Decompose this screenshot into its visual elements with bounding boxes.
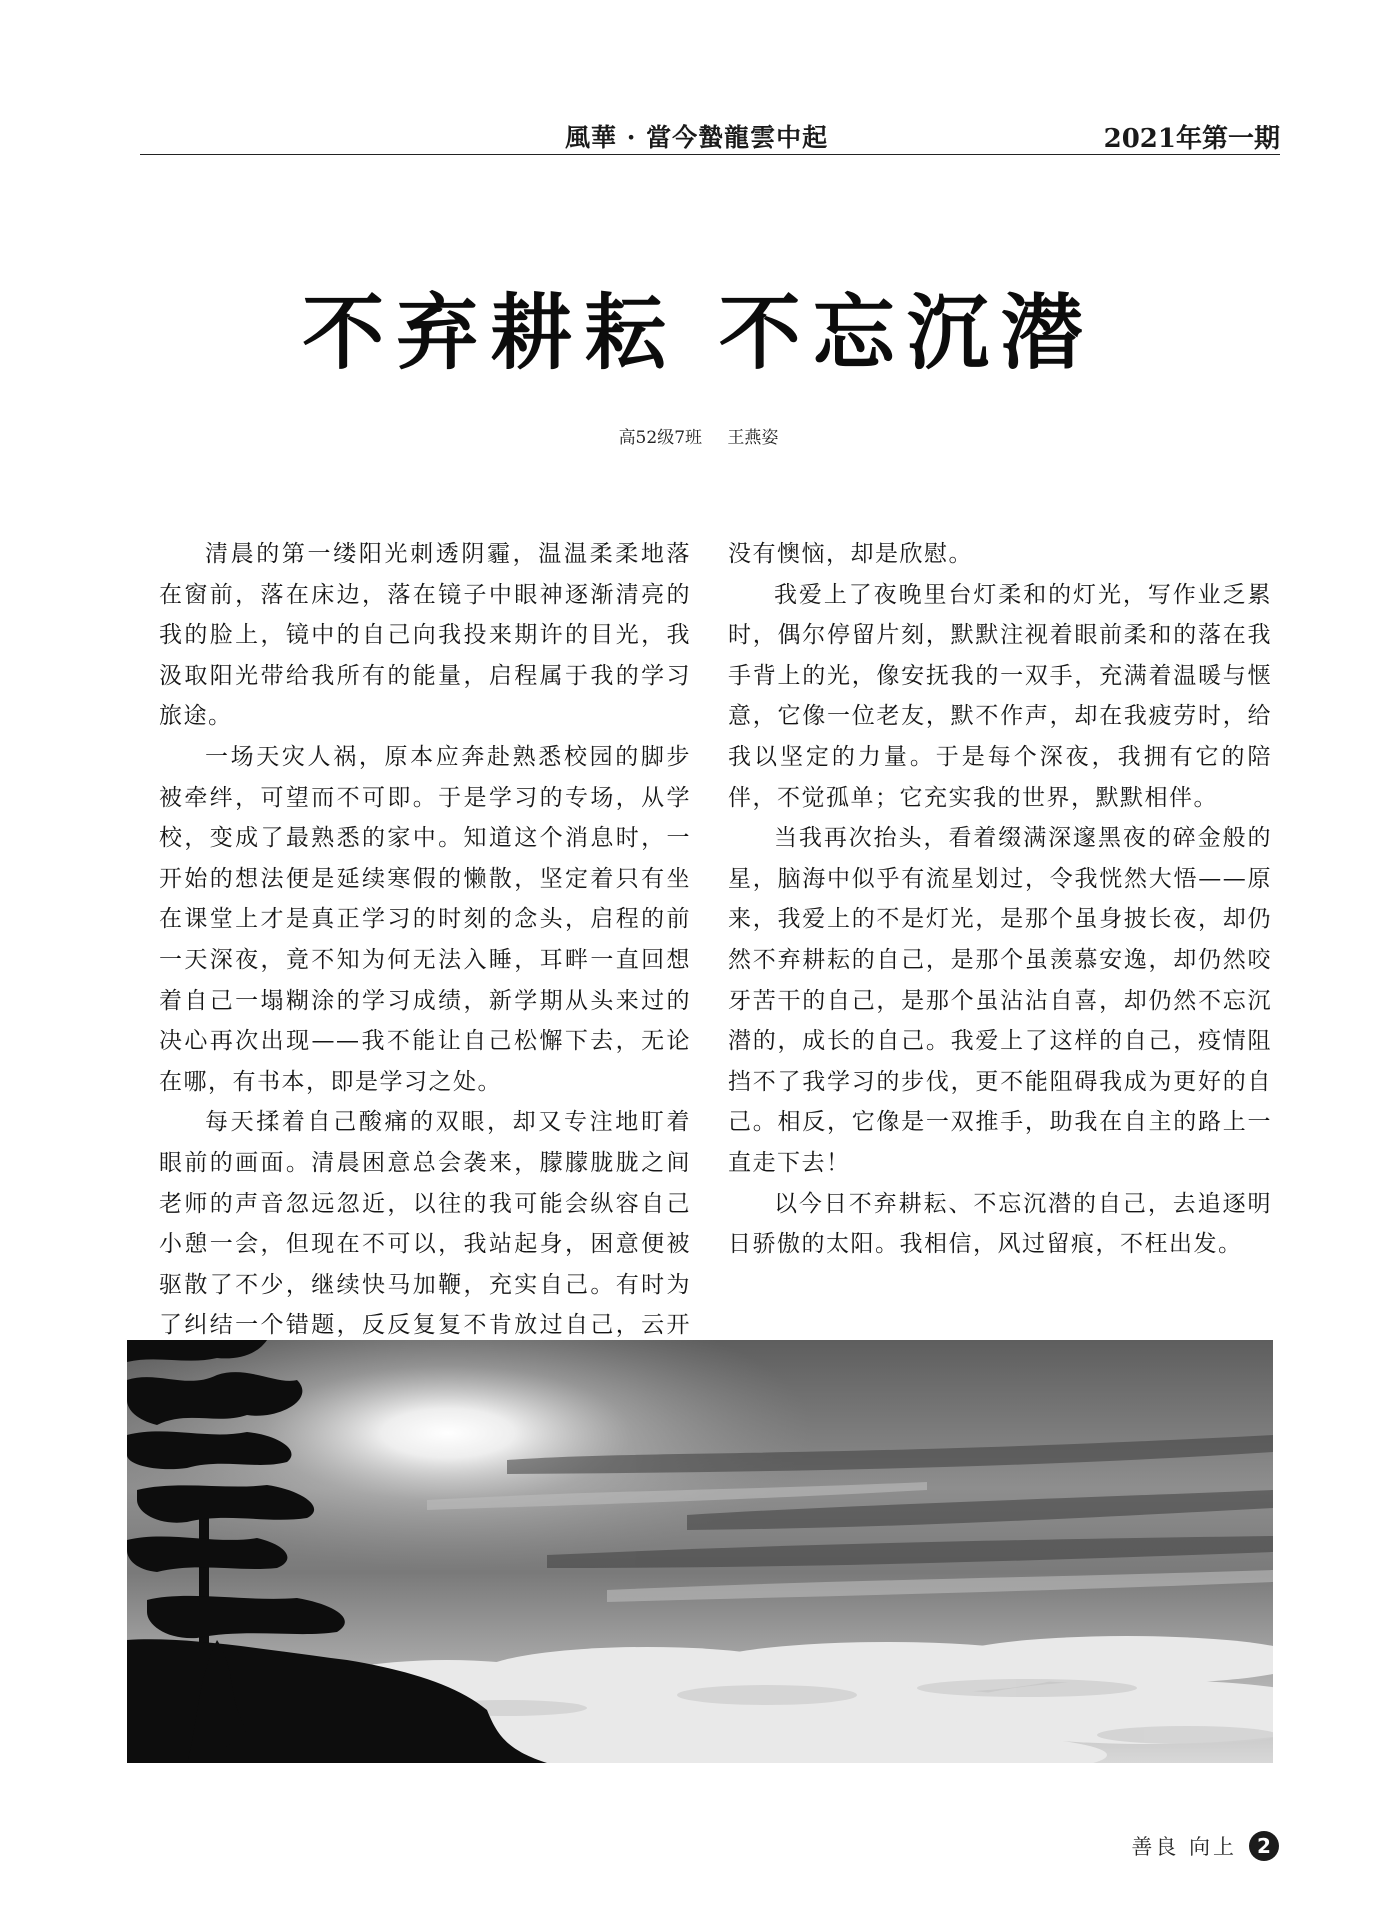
- byline-author: 王燕姿: [727, 428, 779, 448]
- left-column: [159, 534, 691, 1386]
- right-column: [728, 534, 1272, 1265]
- header-issue-number: 2021年第一期: [1103, 124, 1280, 154]
- byline: [0, 423, 1397, 448]
- paragraph: 一场天灾人祸，原本应奔赴熟悉校园的脚步被牵绊，可望而不可即。于是学习的专场，从学校，变成了最熟悉的家中。知道这个消息时，一开始的想法便是延续寒假的懒散，坚定着只有坐在课堂上才是真正学习的时刻的念头，启程的前一天深夜，竟不知为何无法入睡，耳畔一直回想着自己一塌糊涂的学习成绩，新学期从头来过的决心再次出现——我不能让自己松懈下去，无论在哪，有书本，即是学习之处。: [159, 743, 691, 1095]
- paragraph: 我爱上了夜晚里台灯柔和的灯光，写作业乏累时，偶尔停留片刻，默默注视着眼前柔和的落在我手背上的光，像安抚我的一双手，充满着温暖与惬意，它像一位老友，默不作声，却在我疲劳时，给我以坚定的力量。于是每个深夜，我拥有它的陪伴，不觉孤单；它充实我的世界，默默相伴。: [728, 581, 1272, 811]
- page-footer: [1131, 1829, 1279, 1863]
- sunrise-sea-of-clouds-photo: [127, 1340, 1273, 1763]
- paragraph: 每天揉着自己酸痛的双眼，却又专注地盯着眼前的画面。清晨困意总会袭来，朦朦胧胧之间老师的声音忽远忽近，以往的我可能会纵容自己小憩一会，但现在不可以，我站起身，困意便被驱散了不少，继续快马加鞭，充实自己。有时为了纠结一个错题，反反复复不肯放过自己，云开: [159, 1109, 691, 1339]
- paragraph-continuation: 没有懊恼，却是欣慰。: [728, 541, 973, 567]
- paragraph: 清晨的第一缕阳光刺透阴霾，温温柔柔地落在窗前，落在床边，落在镜子中眼神逐渐清亮的我的脸上，镜中的自己向我投来期许的目光，我汲取阳光带给我所有的能量，启程属于我的学习旅途。: [159, 541, 691, 730]
- paragraph: 以今日不弃耕耘、不忘沉潜的自己，去追逐明日骄傲的太阳。我相信，风过留痕，不枉出发。: [728, 1190, 1272, 1258]
- footer-slogan: 善良 向上: [1131, 1835, 1237, 1859]
- page-number-badge: 2: [1249, 1831, 1279, 1861]
- header-section-title: 風華 · 當今蟄龍雲中起: [565, 123, 829, 152]
- running-header: [140, 118, 1280, 156]
- paragraph: 当我再次抬头，看着缀满深邃黑夜的碎金般的星，脑海中似乎有流星划过，令我恍然大悟——原来，我爱上的不是灯光，是那个虽身披长夜，却仍然不弃耕耘的自己，是那个虽羡慕安逸，却仍然咬牙苦干的自己，是那个虽沾沾自喜，却仍然不忘沉潜的，成长的自己。我爱上了这样的自己，疫情阻挡不了我学习的步伐，更不能阻碍我成为更好的自己。相反，它像是一双推手，助我在自主的路上一直走下去！: [728, 825, 1272, 1176]
- byline-class: 高52级7班: [618, 428, 703, 448]
- article-title: 不弃耕耘 不忘沉潜: [302, 286, 1095, 381]
- header-divider: [140, 154, 1280, 155]
